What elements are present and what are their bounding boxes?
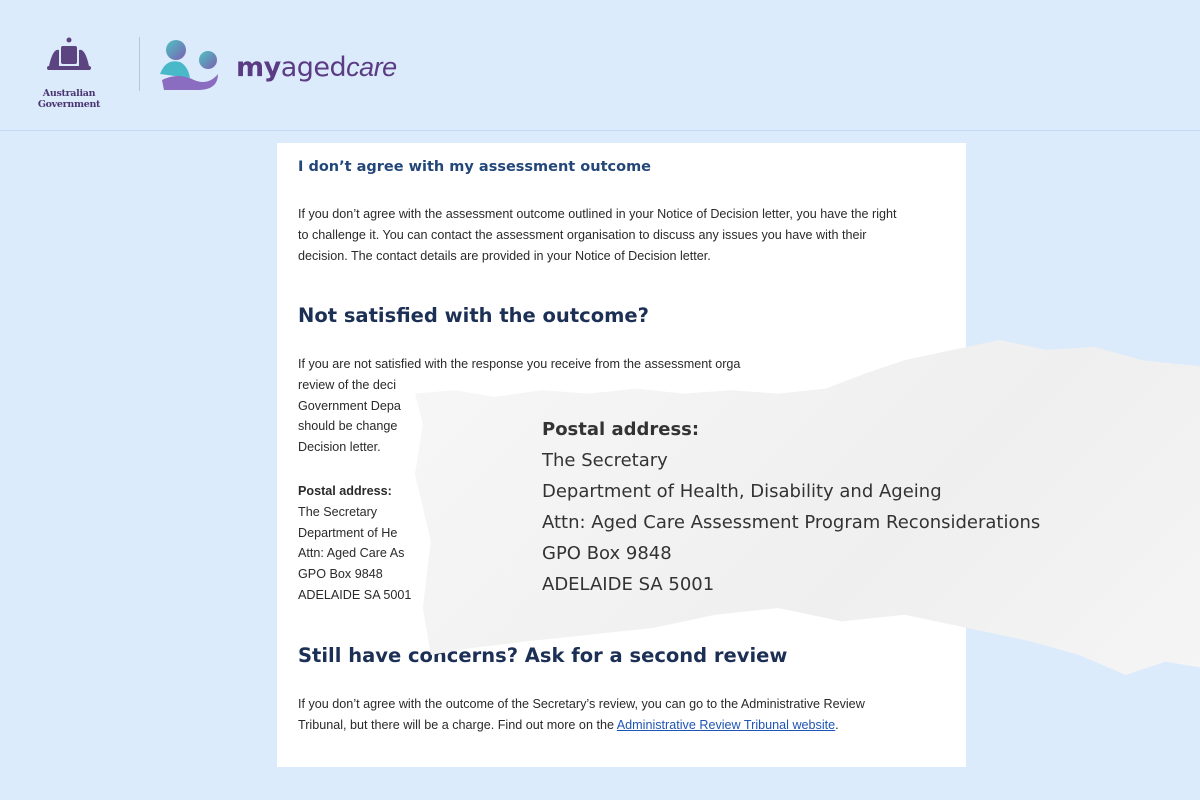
zoomed-postal-address: Postal address: The Secretary Department of Health, Disability and Ageing Attn: Aged Care Assessment Program Reconsiderations GPO Box 9848 ADELAIDE SA 5001 — [542, 419, 1041, 595]
australian-government-logo[interactable] — [14, 36, 124, 110]
site-header — [0, 0, 1200, 131]
intro-paragraph: If you don’t agree with the assessment outcome outlined in your Notice of Decision letter, you have the right to challenge it. You can contact the assessment organisation to discuss any issues you have with their decision. The contact details are provided in your Notice of Decision letter. — [298, 207, 897, 263]
second-review-paragraph: If you don’t agree with the outcome of the Secretary’s review, you can go to the Administrative Review Tribunal, but there will be a charge. Find out more on the Administrative Review Tribunal website. — [298, 697, 865, 732]
my-aged-care-wordmark: myagedcare — [236, 52, 397, 83]
not-satisfied-paragraph: If you are not satisfied with the response you receive from the assessment orga review of the deci Government Depa should be change Decision letter. — [298, 357, 741, 455]
logo-divider — [139, 37, 140, 91]
my-aged-care-logo-icon[interactable] — [158, 38, 222, 92]
page-title: I don’t agree with my assessment outcome — [298, 159, 652, 175]
gov-name: Australian Government — [37, 88, 101, 110]
postal-address: Postal address: The Secretary Department of He Attn: Aged Care As GPO Box 9848 ADELAIDE SA 5001 — [298, 484, 412, 602]
heading-second-review: Still have concerns? Ask for a second review — [298, 644, 788, 667]
art-website-link[interactable]: Administrative Review Tribunal website — [616, 717, 836, 732]
heading-not-satisfied: Not satisfied with the outcome? — [298, 304, 649, 327]
coat-of-arms-icon — [39, 36, 99, 82]
